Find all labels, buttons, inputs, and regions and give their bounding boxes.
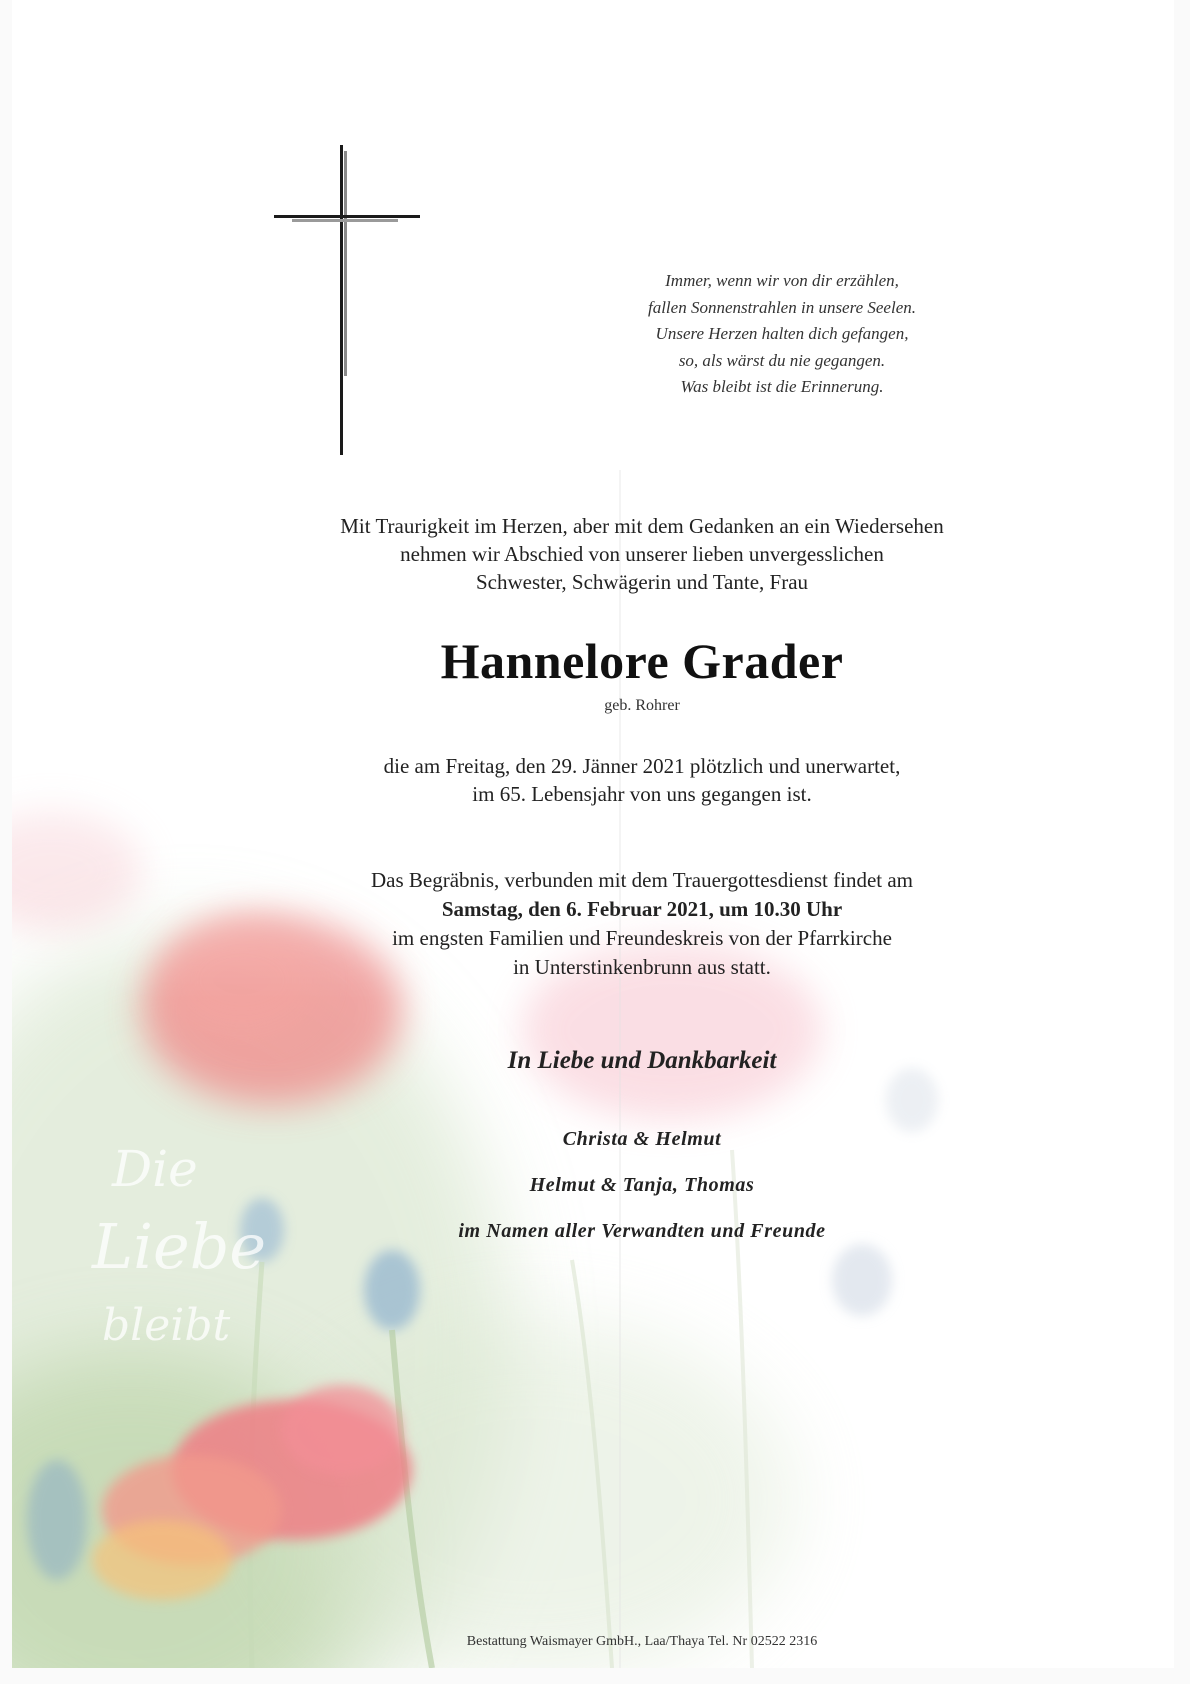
- cross-icon: [274, 145, 434, 465]
- deceased-name: Hannelore Grader: [440, 633, 844, 689]
- birth-name: geb. Rohrer: [604, 697, 680, 714]
- death-line: im 65. Lebensjahr von uns gegangen ist.: [472, 782, 812, 806]
- watermark: [92, 1140, 292, 1400]
- signers: [172, 1116, 1112, 1254]
- funeral-line: Das Begräbnis, verbunden mit dem Trauergottesdienst findet am: [370, 868, 914, 892]
- footer-undertaker: Bestattung Waismayer GmbH., Laa/Thaya Tel. Nr 02522 2316: [466, 1634, 818, 1649]
- watermark-word: Die: [112, 1140, 198, 1198]
- intro-line: Mit Traurigkeit im Herzen, aber mit dem Gedanken an ein Wiedersehen: [340, 514, 944, 538]
- poem-line: Was bleibt ist die Erinnerung.: [680, 377, 884, 396]
- poem-line: Unsere Herzen halten dich gefangen,: [655, 324, 909, 343]
- poem-line: Immer, wenn wir von dir erzählen,: [665, 271, 899, 290]
- death-notice: [172, 752, 1112, 808]
- poem-line: fallen Sonnenstrahlen in unsere Seelen.: [647, 297, 916, 317]
- funeral-line: in Unterstinkenbrunn aus statt.: [513, 955, 771, 979]
- poem-line: so, als wärst du nie gegangen.: [678, 350, 886, 370]
- funeral-date: Samstag, den 6. Februar 2021, um 10.30 Uhr: [441, 897, 843, 921]
- funeral-info: [172, 866, 1112, 982]
- intro-text: [172, 512, 1112, 596]
- funeral-line: im engsten Familien und Freundeskreis von der Pfarrkirche: [392, 926, 892, 950]
- watermark-word: Liebe: [92, 1210, 267, 1283]
- intro-line: Schwester, Schwägerin und Tante, Frau: [475, 570, 809, 594]
- signer-line: im Namen aller Verwandten und Freunde: [458, 1220, 826, 1242]
- death-line: die am Freitag, den 29. Jänner 2021 plötzlich und unerwartet,: [383, 754, 901, 778]
- obituary-page: [12, 0, 1174, 1668]
- closing-phrase: In Liebe und Dankbarkeit: [507, 1047, 777, 1074]
- signer-line: Helmut & Tanja, Thomas: [529, 1174, 755, 1196]
- poem: [572, 268, 992, 401]
- intro-line: nehmen wir Abschied von unserer lieben unvergesslichen: [400, 542, 884, 566]
- floral-background: [12, 0, 1174, 1668]
- signer-line: Christa & Helmut: [562, 1128, 722, 1150]
- watermark-word: bleibt: [102, 1300, 231, 1351]
